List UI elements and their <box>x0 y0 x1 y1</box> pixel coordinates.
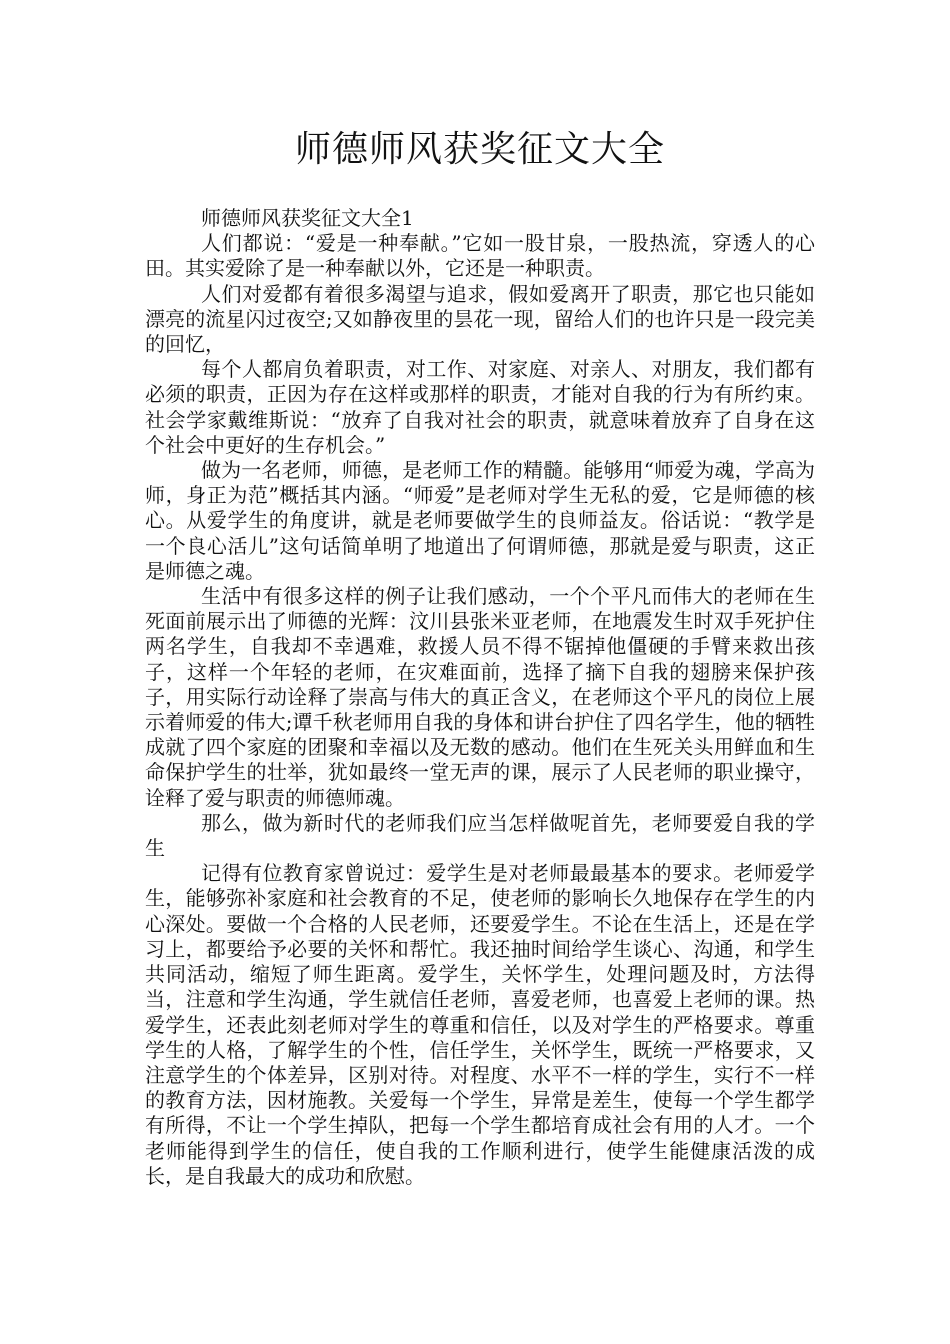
document-page <box>145 128 815 1189</box>
paragraph: 生活中有很多这样的例子让我们感动，一个个平凡而伟大的老师在生死面前展示出了师德的光辉：汶川县张米亚老师，在地震发生时双手死护住两名学生，自我却不幸遇难，救援人员不得不锯掉他僵硬的手臂来救出孩子，这样一个年轻的老师，在灾难面前，选择了摘下自我的翅膀来保护孩子，用实际行动诠释了崇高与伟大的真正含义，在老师这个平凡的岗位上展示着师爱的伟大;谭千秋老师用自我的身体和讲台护住了四名学生，他的牺牲成就了四个家庭的团聚和幸福以及无数的感动。他们在生死关头用鲜血和生命保护学生的壮举，犹如最终一堂无声的课，展示了人民老师的职业操守，诠释了爱与职责的师德师魂。 <box>145 584 815 810</box>
paragraph: 做为一名老师，师德，是老师工作的精髓。能够用“师爱为魂，学高为师，身正为范”概括其内涵。“师爱”是老师对学生无私的爱，它是师德的核心。从爱学生的角度讲，就是老师要做学生的良师益友。俗话说：“教学是一个良心活儿”这句话简单明了地道出了何谓师德，那就是爱与职责，这正是师德之魂。 <box>145 458 815 583</box>
document-title: 师德师风获奖征文大全 <box>294 129 665 170</box>
paragraph: 记得有位教育家曾说过：爱学生是对老师最最基本的要求。老师爱学生，能够弥补家庭和社会教育的不足，使老师的影响长久地保存在学生的内心深处。要做一个合格的人民老师，还要爱学生。不论在生活上，还是在学习上，都要给予必要的关怀和帮忙。我还抽时间给学生谈心、沟通，和学生共同活动，缩短了师生距离。爱学生，关怀学生，处理问题及时，方法得当，注意和学生沟通，学生就信任老师，喜爱老师，也喜爱上老师的课。热爱学生，还表此刻老师对学生的尊重和信任，以及对学生的严格要求。尊重学生的人格，了解学生的个性，信任学生，关怀学生，既统一严格要求，又注意学生的个体差异，区别对待。对程度、水平不一样的学生，实行不一样的教育方法，因材施教。关爱每一个学生，异常是差生，使每一个学生都学有所得，不让一个学生掉队，把每一个学生都培育成社会有用的人才。一个老师能得到学生的信任，使自我的工作顺利进行，使学生能健康活泼的成长，是自我最大的成功和欣慰。 <box>145 861 815 1188</box>
paragraph: 人们对爱都有着很多渴望与追求，假如爱离开了职责，那它也只能如漂亮的流星闪过夜空;又如静夜里的昙花一现，留给人们的也许只是一段完美的回忆， <box>145 281 815 357</box>
paragraph-subtitle: 师德师风获奖征文大全1 <box>201 206 414 230</box>
paragraph: 人们都说：“爱是一种奉献。”它如一股甘泉，一股热流，穿透人的心田。其实爱除了是一种奉献以外，它还是一种职责。 <box>145 231 815 281</box>
document-body <box>145 206 815 1189</box>
paragraph: 那么，做为新时代的老师我们应当怎样做呢首先，老师要爱自我的学生 <box>145 810 815 861</box>
paragraph: 每个人都肩负着职责，对工作、对家庭、对亲人、对朋友，我们都有必须的职责，正因为存在这样或那样的职责，才能对自我的行为有所约束。社会学家戴维斯说：“放弃了自我对社会的职责，就意味着放弃了自身在这个社会中更好的生存机会。” <box>145 357 815 457</box>
